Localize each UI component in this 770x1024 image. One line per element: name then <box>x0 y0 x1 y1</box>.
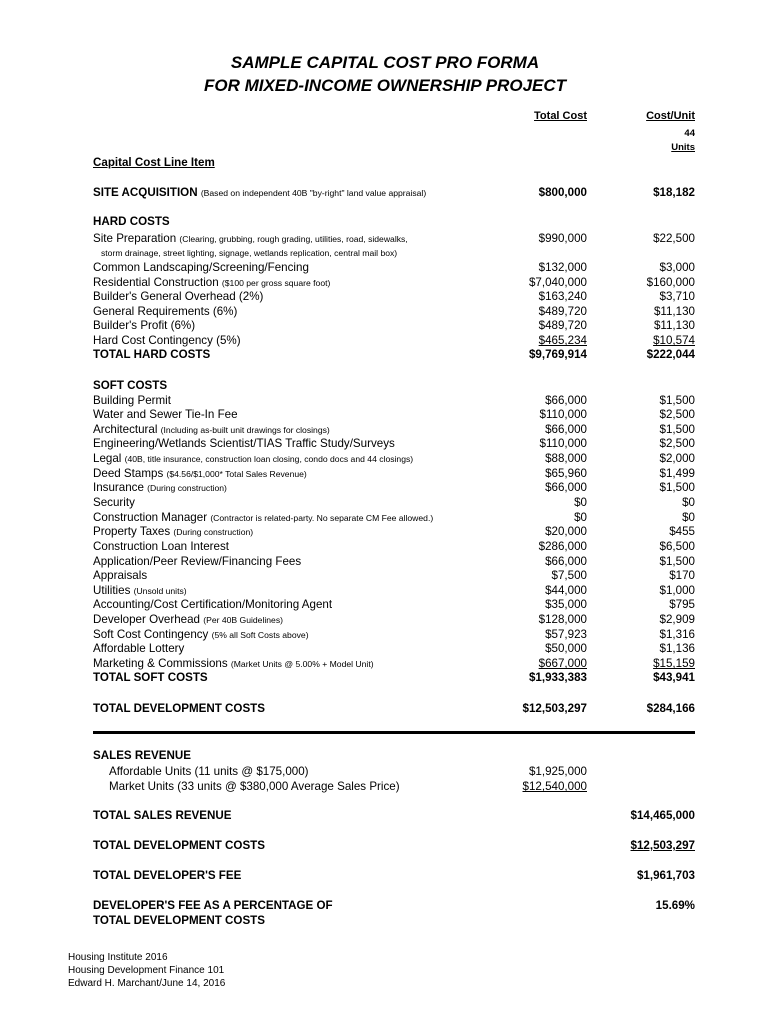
developer-fee-percentage-value: 15.69% <box>655 899 695 912</box>
line-item-label: Building Permit <box>93 394 171 407</box>
site-acquisition-row <box>93 185 695 200</box>
developer-fee-percentage-row-2 <box>93 913 695 928</box>
line-item-per-unit: $2,500 <box>659 408 695 421</box>
line-item-note: (Per 40B Guidelines) <box>203 615 283 625</box>
line-item-per-unit: $2,000 <box>659 452 695 465</box>
footer-line-2: Housing Development Finance 101 <box>68 965 225 976</box>
sales-item-row <box>93 764 695 779</box>
site-prep-continued-note: storm drainage, street lighting, signage, wetlands replication, central mail box) <box>101 248 398 258</box>
line-item-per-unit: $1,136 <box>659 642 695 655</box>
line-item-total: $465,234 <box>538 334 587 347</box>
line-item-total: $128,000 <box>538 613 587 626</box>
total-development-costs-row <box>93 701 695 716</box>
line-item-label: Property Taxes <box>93 525 171 538</box>
total-development-costs-total: $12,503,297 <box>522 702 587 715</box>
line-item-row <box>93 407 695 422</box>
line-item-row <box>93 480 695 495</box>
line-item-row <box>93 524 695 539</box>
line-item-per-unit: $0 <box>682 496 695 509</box>
line-item-note: (During construction) <box>173 527 254 537</box>
developer-fee-percentage-label: DEVELOPER'S FEE AS A PERCENTAGE OF <box>93 899 333 912</box>
line-item-total: $66,000 <box>545 394 587 407</box>
line-item-row <box>93 422 695 437</box>
total-hard-costs-row <box>93 347 695 362</box>
line-item-per-unit: $10,574 <box>653 334 695 347</box>
line-item-total: $20,000 <box>545 525 587 538</box>
section-divider <box>93 731 695 734</box>
line-item-label: Security <box>93 496 135 509</box>
total-sales-revenue-label: TOTAL SALES REVENUE <box>93 809 232 822</box>
line-item-total: $50,000 <box>545 642 587 655</box>
line-item-total: $66,000 <box>545 423 587 436</box>
line-item-row <box>93 656 695 671</box>
line-item-note: (40B, title insurance, construction loan closing, condo docs and 44 closings) <box>124 454 414 464</box>
line-item-total: $65,960 <box>545 467 587 480</box>
total-soft-costs-label: TOTAL SOFT COSTS <box>93 671 208 684</box>
hard-costs-header <box>93 214 695 229</box>
hard-costs-header-label: HARD COSTS <box>93 215 170 228</box>
line-item-total: $110,000 <box>539 408 587 421</box>
line-item-total: $489,720 <box>538 319 587 332</box>
soft-costs-header-label: SOFT COSTS <box>93 379 168 392</box>
title-line-1: SAMPLE CAPITAL COST PRO FORMA <box>230 53 540 72</box>
sales-revenue-header <box>93 748 695 763</box>
line-item-label: Site Preparation <box>93 232 177 245</box>
line-item-row <box>93 289 695 304</box>
line-item-row <box>93 436 695 451</box>
soft-costs-header <box>93 378 695 393</box>
line-item-row <box>93 568 695 583</box>
line-item-label: Application/Peer Review/Financing Fees <box>93 555 302 568</box>
line-item-row <box>93 451 695 466</box>
line-item-per-unit: $1,316 <box>659 628 695 641</box>
line-item-total: $57,923 <box>545 628 587 641</box>
line-item-note: (Market Units @ 5.00% + Model Unit) <box>230 659 374 669</box>
total-development-costs-per-unit: $284,166 <box>646 702 695 715</box>
line-item-row <box>93 275 695 290</box>
line-item-per-unit: $11,130 <box>653 319 695 332</box>
footer <box>68 951 225 990</box>
line-item-note: (Clearing, grubbing, rough grading, utilities, road, sidewalks, <box>179 234 408 244</box>
line-item-per-unit: $1,000 <box>659 584 695 597</box>
line-item-note: (5% all Soft Costs above) <box>211 630 309 640</box>
line-item-note: ($100 per gross square foot) <box>221 278 331 288</box>
line-item-label: Soft Cost Contingency <box>93 628 209 641</box>
line-item-per-unit: $1,500 <box>659 481 695 494</box>
line-item-label: Appraisals <box>93 569 148 582</box>
line-item-row <box>93 539 695 554</box>
line-item-note: ($4.56/$1,000* Total Sales Revenue) <box>166 469 307 479</box>
line-item-per-unit: $6,500 <box>659 540 695 553</box>
line-item-label: Developer Overhead <box>93 613 200 626</box>
line-item-header-label: Capital Cost Line Item <box>93 156 215 169</box>
line-item-per-unit: $3,710 <box>659 290 695 303</box>
line-item-total: $0 <box>574 511 587 524</box>
line-item-per-unit: $22,500 <box>653 232 695 245</box>
line-item-total: $7,500 <box>551 569 587 582</box>
line-item-row <box>93 393 695 408</box>
line-item-per-unit: $1,500 <box>659 423 695 436</box>
line-item-label: Deed Stamps <box>93 467 164 480</box>
line-item-total: $286,000 <box>538 540 587 553</box>
line-item-label: Hard Cost Contingency (5%) <box>93 334 241 347</box>
line-item-total: $35,000 <box>545 598 587 611</box>
developer-fee-percentage-label-2: TOTAL DEVELOPMENT COSTS <box>93 914 265 927</box>
line-item-per-unit: $1,500 <box>659 555 695 568</box>
summary-development-costs-value: $12,503,297 <box>630 839 695 852</box>
line-item-label: Architectural <box>93 423 158 436</box>
sales-item-total: $1,925,000 <box>528 765 587 778</box>
total-soft-costs-total: $1,933,383 <box>528 671 587 684</box>
sales-item-total: $12,540,000 <box>522 780 587 793</box>
line-item-per-unit: $0 <box>682 511 695 524</box>
line-item-per-unit: $795 <box>669 598 695 611</box>
line-item-row <box>93 231 695 246</box>
total-hard-costs-label: TOTAL HARD COSTS <box>93 348 211 361</box>
summary-development-costs-label: TOTAL DEVELOPMENT COSTS <box>93 839 265 852</box>
line-item-header <box>93 155 695 170</box>
line-item-label: Insurance <box>93 481 144 494</box>
line-item-total: $88,000 <box>545 452 587 465</box>
total-developer-fee-value: $1,961,703 <box>636 869 695 882</box>
line-item-note: (Contractor is related-party. No separate CM Fee allowed.) <box>210 513 434 523</box>
line-item-label: Construction Manager <box>93 511 208 524</box>
site-acquisition-label: SITE ACQUISITION <box>93 186 198 199</box>
total-sales-revenue-value: $14,465,000 <box>630 809 695 822</box>
line-item-total: $132,000 <box>538 261 587 274</box>
line-item-total: $0 <box>574 496 587 509</box>
line-item-total: $489,720 <box>538 305 587 318</box>
line-item-total: $667,000 <box>538 657 587 670</box>
line-item-note: (During construction) <box>147 483 227 493</box>
line-item-row <box>93 583 695 598</box>
developer-fee-percentage-row <box>93 898 695 913</box>
line-item-label: Residential Construction <box>93 276 219 289</box>
line-item-total: $66,000 <box>545 481 587 494</box>
line-item-total: $110,000 <box>539 437 587 450</box>
line-item-label: Legal <box>93 452 122 465</box>
line-item-per-unit: $3,000 <box>659 261 695 274</box>
line-item-row <box>93 318 695 333</box>
line-item-row <box>93 597 695 612</box>
line-item-label: Accounting/Cost Certification/Monitoring Agent <box>93 598 333 611</box>
total-soft-costs-per-unit: $43,941 <box>653 671 695 684</box>
line-item-label: Builder's General Overhead (2%) <box>93 290 264 303</box>
line-item-per-unit: $160,000 <box>646 276 695 289</box>
col-header-total-cost: Total Cost <box>534 110 587 122</box>
line-item-total: $7,040,000 <box>528 276 587 289</box>
line-item-note: (Including as-built unit drawings for closings) <box>160 425 330 435</box>
sales-item-label: Affordable Units (11 units @ $175,000) <box>109 765 309 778</box>
line-item-row <box>93 304 695 319</box>
line-item-row <box>93 612 695 627</box>
site-acquisition-total: $800,000 <box>538 186 587 199</box>
line-item-label: Utilities <box>93 584 131 597</box>
line-item-row <box>93 333 695 348</box>
line-item-per-unit: $2,500 <box>659 437 695 450</box>
total-developer-fee-row <box>93 868 695 883</box>
line-item-row <box>93 495 695 510</box>
line-item-row <box>93 510 695 525</box>
total-hard-costs-per-unit: $222,044 <box>646 348 695 361</box>
sales-item-row <box>93 779 695 794</box>
line-item-note: (Unsold units) <box>133 586 187 596</box>
title-line-2: FOR MIXED-INCOME OWNERSHIP PROJECT <box>203 76 567 95</box>
line-item-per-unit: $1,500 <box>659 394 695 407</box>
units-label: Units <box>671 142 695 153</box>
summary-development-costs-row <box>93 838 695 853</box>
line-item-per-unit: $2,909 <box>659 613 695 626</box>
col-header-cost-unit: Cost/Unit <box>646 110 695 122</box>
line-item-per-unit: $1,499 <box>659 467 695 480</box>
line-item-row <box>93 260 695 275</box>
line-item-row <box>93 641 695 656</box>
line-item-row <box>93 627 695 642</box>
line-item-per-unit: $170 <box>669 569 695 582</box>
line-item-label: General Requirements (6%) <box>93 305 238 318</box>
line-item-label: Marketing & Commissions <box>93 657 228 670</box>
total-soft-costs-row <box>93 670 695 685</box>
site-acquisition-note: (Based on independent 40B "by-right" land value appraisal) <box>200 188 427 198</box>
units-count: 44 <box>684 128 695 139</box>
footer-line-3: Edward H. Marchant/June 14, 2016 <box>68 978 226 989</box>
line-item-label: Water and Sewer Tie-In Fee <box>93 408 238 421</box>
total-sales-revenue-row <box>93 808 695 823</box>
line-item-total: $990,000 <box>538 232 587 245</box>
line-item-label: Builder's Profit (6%) <box>93 319 196 332</box>
total-hard-costs-total: $9,769,914 <box>528 348 587 361</box>
line-item-per-unit: $11,130 <box>653 305 695 318</box>
site-acquisition-per-unit: $18,182 <box>653 186 695 199</box>
line-item-label: Affordable Lottery <box>93 642 185 655</box>
line-item-per-unit: $455 <box>669 525 695 538</box>
line-item-row <box>93 554 695 569</box>
total-developer-fee-label: TOTAL DEVELOPER'S FEE <box>93 869 242 882</box>
line-item-label: Construction Loan Interest <box>93 540 229 553</box>
line-item-total: $163,240 <box>538 290 587 303</box>
line-item-label: Common Landscaping/Screening/Fencing <box>93 261 309 274</box>
total-development-costs-label: TOTAL DEVELOPMENT COSTS <box>93 702 265 715</box>
footer-line-1: Housing Institute 2016 <box>68 952 168 963</box>
line-item-row <box>93 466 695 481</box>
line-item-total: $66,000 <box>545 555 587 568</box>
sales-item-label: Market Units (33 units @ $380,000 Average Sales Price) <box>109 780 400 793</box>
sales-revenue-header-label: SALES REVENUE <box>93 749 191 762</box>
line-item-per-unit: $15,159 <box>653 657 695 670</box>
line-item-label: Engineering/Wetlands Scientist/TIAS Traffic Study/Surveys <box>93 437 395 450</box>
line-item-total: $44,000 <box>545 584 587 597</box>
